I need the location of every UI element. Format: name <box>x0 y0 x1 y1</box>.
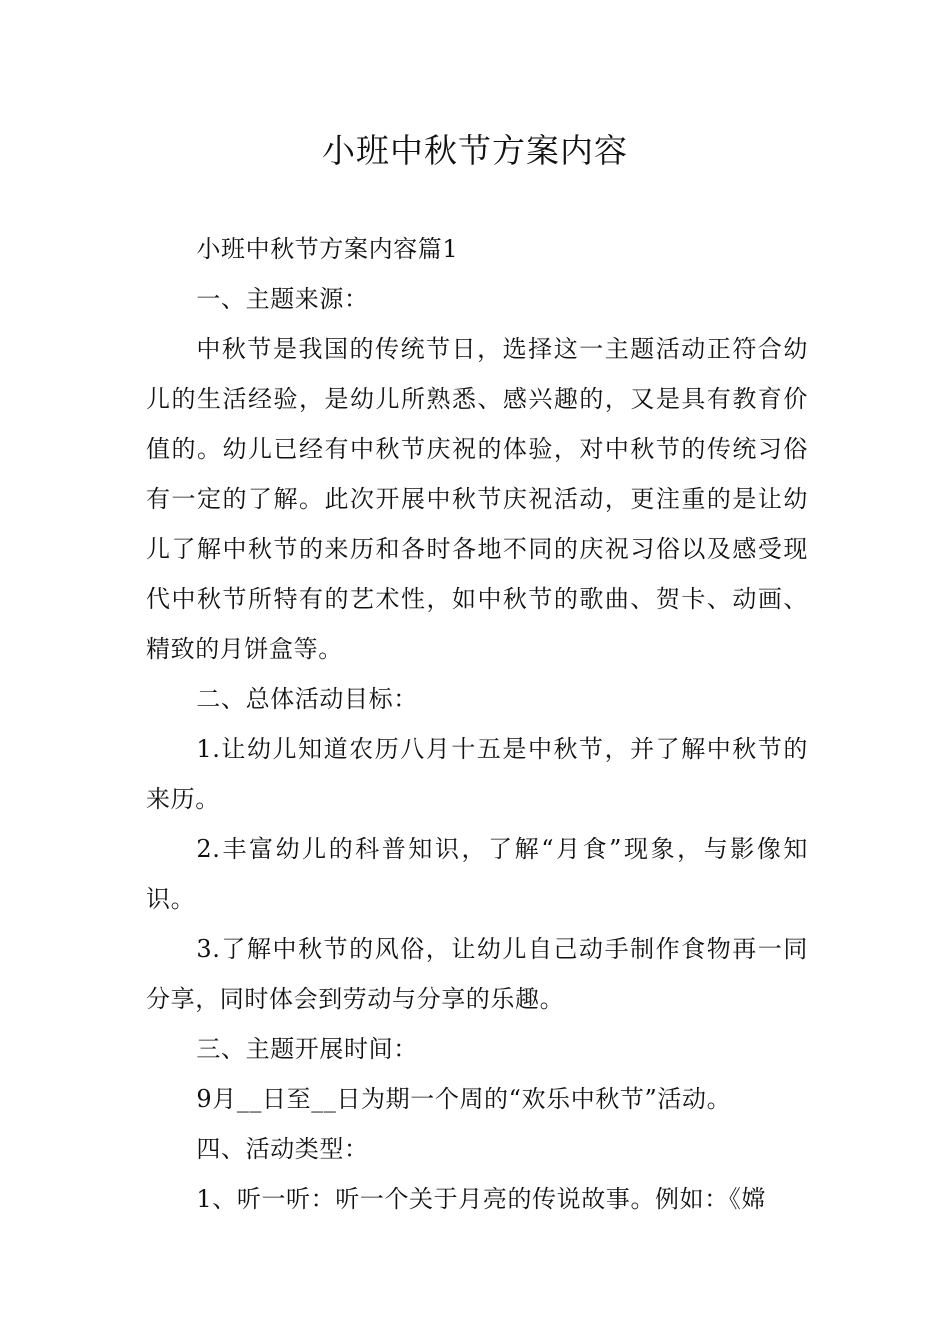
document-body <box>146 224 808 1224</box>
section-heading: 小班中秋节方案内容篇1 <box>196 235 459 263</box>
goal-item-3: 3.了解中秋节的风俗，让幼儿自己动手制作食物再一同分享，同时体会到劳动与分享的乐趣。 <box>146 935 808 1013</box>
schedule-heading: 三、主题开展时间： <box>196 1035 418 1063</box>
goal-item-1: 1.让幼儿知道农历八月十五是中秋节，并了解中秋节的来历。 <box>146 735 808 813</box>
overall-goals-heading: 二、总体活动目标： <box>196 685 418 713</box>
goal-item-2: 2.丰富幼儿的科普知识，了解“月食”现象，与影像知识。 <box>146 835 808 913</box>
topic-source-paragraph: 中秋节是我国的传统节日，选择这一主题活动正符合幼儿的生活经验，是幼儿所熟悉、感兴趣的，又是具有教育价值的。幼儿已经有中秋节庆祝的体验，对中秋节的传统习俗有一定的了解。此次开展中秋节庆祝活动，更注重的是让幼儿了解中秋节的来历和各时各地不同的庆祝习俗以及感受现代中秋节所特有的艺术性，如中秋节的歌曲、贺卡、动画、精致的月饼盒等。 <box>146 335 808 663</box>
activity-type-item-1: 1、听一听：听一个关于月亮的传说故事。例如：《嫦 <box>196 1185 767 1213</box>
topic-source-heading: 一、主题来源： <box>196 285 369 313</box>
document-title: 小班中秋节方案内容 <box>322 131 628 170</box>
schedule-paragraph: 9月__日至__日为期一个周的“欢乐中秋节”活动。 <box>196 1085 732 1113</box>
activity-types-heading: 四、活动类型： <box>196 1135 369 1163</box>
